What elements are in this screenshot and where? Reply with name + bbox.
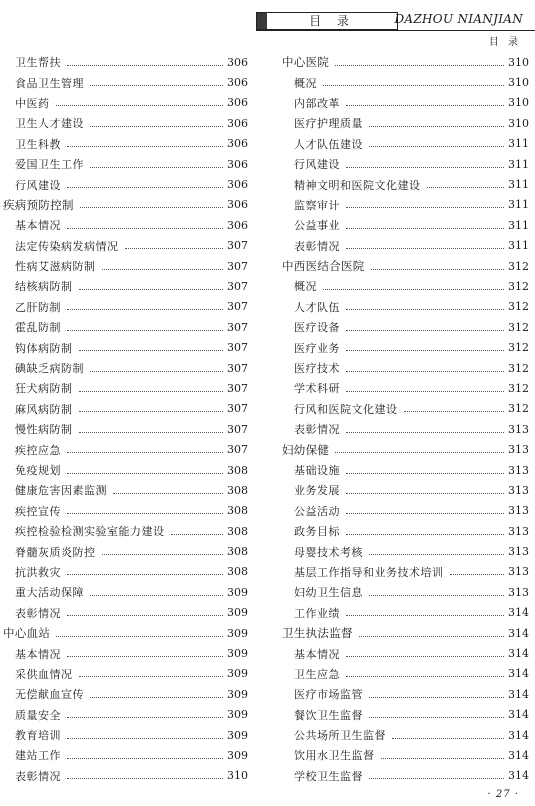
toc-entry-page: 306 [227,137,248,151]
toc-entry[interactable] [3,766,248,786]
dot-leader [369,146,504,147]
dot-leader [67,574,223,575]
dot-leader [90,85,223,86]
dot-leader [404,411,505,412]
dot-leader [79,289,224,290]
dot-leader [346,432,504,433]
toc-entry[interactable] [282,358,529,378]
toc-entry[interactable] [3,154,248,174]
toc-entry-page: 306 [227,116,248,130]
dot-leader [369,778,504,779]
toc-entry[interactable] [282,725,529,745]
dot-leader [369,717,504,718]
toc-entry-page: 314 [508,687,529,701]
dot-leader [67,309,223,310]
dot-leader [79,676,224,677]
dot-leader [335,65,504,66]
toc-entry-page: 308 [227,504,248,518]
toc-entry-label: 重大活动保障 [15,586,84,600]
toc-entry[interactable] [282,276,529,296]
toc-entry-page: 309 [227,626,248,640]
toc-entry[interactable] [3,705,248,725]
toc-entry-page: 314 [508,728,529,742]
dot-leader [335,452,504,453]
toc-entry[interactable] [3,745,248,765]
toc-entry-page: 309 [227,606,248,620]
toc-entry-label: 餐饮卫生监督 [294,708,363,722]
toc-section-entry[interactable] [282,52,529,72]
dot-leader [67,228,223,229]
toc-entry-page: 311 [508,157,529,171]
toc-entry[interactable] [282,664,529,684]
toc-entry[interactable] [3,439,248,459]
toc-entry-page: 307 [227,259,248,273]
toc-entry-label: 慢性病防制 [15,423,73,437]
toc-entry[interactable] [282,766,529,786]
dot-leader [90,697,223,698]
toc-entry-label: 卫生人才建设 [15,117,84,131]
toc-entry[interactable] [282,236,529,256]
toc-entry-label: 医疗市场监管 [294,688,363,702]
toc-entry[interactable] [3,174,248,194]
toc-section-entry[interactable] [3,195,248,215]
toc-entry[interactable] [3,399,248,419]
toc-entry-page: 309 [227,647,248,661]
toc-entry[interactable] [282,460,529,480]
toc-entry[interactable] [3,562,248,582]
toc-entry-label: 内部改革 [294,96,340,110]
toc-entry-label: 脊髓灰质炎防控 [15,545,96,559]
toc-entry-label: 食品卫生管理 [15,76,84,90]
toc-entry-label: 政务目标 [294,525,340,539]
toc-right-column [282,52,529,786]
dot-leader [90,371,223,372]
toc-entry-label: 饮用水卫生监督 [294,749,375,763]
toc-entry-label: 监察审计 [294,198,340,212]
dot-leader [346,656,504,657]
toc-entry-page: 314 [508,708,529,722]
toc-entry-page: 309 [227,687,248,701]
toc-entry-label: 医疗护理质量 [294,117,363,131]
toc-entry[interactable] [282,154,529,174]
dot-leader [79,391,224,392]
dot-leader [102,269,224,270]
toc-entry[interactable] [282,541,529,561]
toc-entry-label: 爱国卫生工作 [15,158,84,172]
toc-entry-page: 313 [508,422,529,436]
header-rule [256,30,535,31]
dot-leader [369,595,504,596]
dot-leader [346,615,504,616]
dot-leader [67,738,223,739]
toc-entry-label: 狂犬病防制 [15,382,73,396]
toc-entry-label: 疾控应急 [15,443,61,457]
toc-entry[interactable] [3,337,248,357]
dot-leader [67,717,223,718]
toc-entry-label: 基层工作指导和业务技术培训 [294,565,444,579]
dot-leader [67,452,223,453]
toc-entry-label: 霍乱防制 [15,321,61,335]
toc-entry-label: 钩体病防制 [15,341,73,355]
toc-entry-label: 人才队伍 [294,300,340,314]
dot-leader [79,411,224,412]
toc-entry-label: 医疗业务 [294,341,340,355]
toc-entry-page: 309 [227,667,248,681]
toc-entry-page: 309 [227,585,248,599]
toc-entry-label: 精神文明和医院文化建设 [294,178,421,192]
toc-entry-label: 乙肝防制 [15,300,61,314]
dot-leader [359,636,504,637]
toc-entry[interactable] [282,705,529,725]
toc-entry-page: 312 [508,279,529,293]
toc-left-column [3,52,248,786]
toc-entry-page: 307 [227,422,248,436]
toc-entry[interactable] [282,337,529,357]
toc-entry[interactable] [282,562,529,582]
dot-leader [381,758,505,759]
toc-entry-label: 教育培训 [15,729,61,743]
toc-entry[interactable] [3,725,248,745]
toc-section-entry[interactable] [282,439,529,459]
toc-entry-label: 母婴技术考核 [294,545,363,559]
toc-entry-label: 概况 [294,76,317,90]
dot-leader [346,207,504,208]
toc-entry-label: 结核病防制 [15,280,73,294]
dot-leader [427,187,505,188]
toc-entry[interactable] [3,215,248,235]
dot-leader [369,126,504,127]
toc-entry[interactable] [3,643,248,663]
title-bar-decoration [257,13,267,29]
toc-entry-page: 309 [227,708,248,722]
toc-entry-label: 麻风病防制 [15,402,73,416]
toc-entry[interactable] [282,399,529,419]
toc-entry[interactable] [3,236,248,256]
toc-entry[interactable] [3,664,248,684]
toc-entry-label: 业务发展 [294,484,340,498]
toc-section-entry[interactable] [282,623,529,643]
toc-entry[interactable] [3,603,248,623]
toc-entry[interactable] [3,582,248,602]
dot-leader [450,574,505,575]
toc-entry[interactable] [282,378,529,398]
section-mark: 目 录 [488,37,521,48]
dot-leader [346,513,504,514]
toc-entry[interactable] [282,215,529,235]
toc-entry-page: 312 [508,381,529,395]
dot-leader [346,248,504,249]
toc-entry-page: 310 [508,116,529,130]
toc-entry-page: 313 [508,585,529,599]
toc-entry-label: 行风和医院文化建设 [294,402,398,416]
toc-entry-label: 疾病预防控制 [3,197,74,212]
toc-entry-label: 人才队伍建设 [294,137,363,151]
dot-leader [67,656,223,657]
toc-entry-page: 311 [508,239,529,253]
toc-section-entry[interactable] [3,623,248,643]
toc-entry-page: 306 [227,55,248,69]
toc-entry-label: 抗洪救灾 [15,565,61,579]
toc-entry-page: 308 [227,565,248,579]
toc-entry[interactable] [3,72,248,92]
toc-title-box [256,12,398,30]
toc-entry-page: 312 [508,300,529,314]
dot-leader [79,432,224,433]
toc-entry-label: 工作业绩 [294,606,340,620]
toc-entry-page: 314 [508,667,529,681]
toc-entry-label: 中心医院 [282,55,330,70]
toc-section-entry[interactable] [282,256,529,276]
toc-entry[interactable] [3,460,248,480]
page-number: · 27 · [487,789,519,800]
toc-entry-label: 卫生科教 [15,137,61,151]
toc-entry-label: 卫生应急 [294,667,340,681]
toc-entry-label: 行风建设 [15,178,61,192]
dot-leader [125,248,224,249]
toc-entry-page: 310 [508,55,529,69]
toc-entry-label: 公益事业 [294,219,340,233]
running-head: DAZHOU NIANJIAN [394,12,523,26]
dot-leader [346,473,504,474]
toc-entry-label: 中心血站 [3,626,51,641]
toc-entry-page: 307 [227,300,248,314]
toc-entry-label: 卫生执法监督 [282,626,353,641]
toc-entry-label: 疾控检验检测实验室能力建设 [15,525,165,539]
toc-entry-page: 312 [508,259,529,273]
toc-entry[interactable] [3,480,248,500]
toc-entry[interactable] [3,297,248,317]
dot-leader [79,350,224,351]
dot-leader [67,758,223,759]
toc-entry-page: 306 [227,157,248,171]
toc-entry-label: 建站工作 [15,749,61,763]
dot-leader [102,554,224,555]
toc-entry-label: 学校卫生监督 [294,769,363,783]
toc-entry[interactable] [282,582,529,602]
dot-leader [346,391,504,392]
toc-entry-page: 311 [508,218,529,232]
dot-leader [67,187,223,188]
toc-entry-page: 314 [508,606,529,620]
toc-entry-label: 碘缺乏病防制 [15,362,84,376]
toc-entry-page: 313 [508,565,529,579]
dot-leader [346,309,504,310]
toc-entry-label: 医疗设备 [294,321,340,335]
toc-entry-label: 性病艾滋病防制 [15,260,96,274]
toc-entry[interactable] [3,358,248,378]
toc-entry-page: 308 [227,524,248,538]
toc-entry-label: 基本情况 [15,219,61,233]
toc-entry-label: 健康危害因素监测 [15,484,107,498]
toc-entry-page: 310 [508,76,529,90]
dot-leader [346,167,504,168]
dot-leader [323,289,504,290]
toc-entry-label: 基本情况 [15,647,61,661]
toc-entry[interactable] [3,541,248,561]
toc-entry-label: 概况 [294,280,317,294]
toc-entry-label: 医疗技术 [294,362,340,376]
toc-entry[interactable] [282,174,529,194]
toc-entry-label: 卫生帮扶 [15,56,61,70]
toc-entry[interactable] [282,501,529,521]
toc-entry-page: 313 [508,443,529,457]
dot-leader [346,350,504,351]
dot-leader [346,493,504,494]
toc-entry[interactable] [3,419,248,439]
toc-entry-label: 公益活动 [294,504,340,518]
toc-entry-label: 妇幼卫生信息 [294,586,363,600]
toc-entry[interactable] [3,501,248,521]
toc-entry-page: 311 [508,178,529,192]
toc-entry-page: 306 [227,218,248,232]
toc-entry[interactable] [3,52,248,72]
dot-leader [371,269,504,270]
toc-entry[interactable] [282,745,529,765]
toc-entry[interactable] [282,195,529,215]
toc-entry[interactable] [282,113,529,133]
dot-leader [113,493,223,494]
toc-entry[interactable] [282,297,529,317]
dot-leader [67,146,223,147]
toc-entry-page: 306 [227,96,248,110]
toc-entry-page: 311 [508,198,529,212]
toc-entry-page: 307 [227,361,248,375]
dot-leader [346,105,504,106]
toc-entry-page: 306 [227,178,248,192]
dot-leader [56,105,224,106]
toc-entry[interactable] [3,256,248,276]
dot-leader [56,636,223,637]
toc-entry-page: 307 [227,279,248,293]
toc-entry-label: 学术科研 [294,382,340,396]
dot-leader [80,207,223,208]
dot-leader [90,167,223,168]
toc-entry-page: 313 [508,545,529,559]
toc-entry-page: 312 [508,361,529,375]
toc-entry-page: 312 [508,320,529,334]
toc-entry-label: 采供血情况 [15,667,73,681]
dot-leader [346,534,504,535]
dot-leader [67,513,223,514]
toc-entry[interactable] [3,93,248,113]
dot-leader [90,595,223,596]
toc-entry[interactable] [282,72,529,92]
toc-title: 目 录 [309,14,355,28]
toc-entry-page: 310 [227,769,248,783]
toc-entry-page: 311 [508,137,529,151]
toc-entry-page: 307 [227,341,248,355]
toc-entry-page: 313 [508,524,529,538]
toc-entry[interactable] [282,134,529,154]
toc-entry-page: 314 [508,647,529,661]
toc-entry[interactable] [282,480,529,500]
toc-entry-page: 307 [227,320,248,334]
toc-entry[interactable] [282,521,529,541]
toc-entry-page: 312 [508,341,529,355]
toc-entry-page: 307 [227,381,248,395]
toc-entry-label: 无偿献血宣传 [15,688,84,702]
toc-entry-page: 308 [227,545,248,559]
toc-entry-label: 免疫规划 [15,464,61,477]
toc-entry[interactable] [3,521,248,541]
dot-leader [392,738,504,739]
toc-entry-page: 310 [508,96,529,110]
toc-entry-label: 表彰情况 [294,423,340,437]
toc-entry-label: 公共场所卫生监督 [294,729,386,743]
dot-leader [346,371,504,372]
toc-entry-page: 308 [227,483,248,497]
toc-entry[interactable] [3,317,248,337]
toc-entry-label: 基础设施 [294,464,340,477]
toc-entry-label: 法定传染病发病情况 [15,239,119,253]
toc-entry[interactable] [3,276,248,296]
dot-leader [67,778,223,779]
toc-entry-label: 表彰情况 [15,769,61,783]
toc-entry-page: 307 [227,239,248,253]
toc-entry-page: 313 [508,483,529,497]
toc-entry[interactable] [282,684,529,704]
toc-entry-page: 314 [508,626,529,640]
toc-entry-page: 314 [508,748,529,762]
toc-entry[interactable] [282,603,529,623]
toc-entry[interactable] [282,419,529,439]
dot-leader [67,615,223,616]
toc-entry-page: 309 [227,748,248,762]
dot-leader [67,330,223,331]
toc-entry-label: 基本情况 [294,647,340,661]
toc-entry-page: 313 [508,463,529,477]
toc-entry[interactable] [282,643,529,663]
toc-entry-page: 314 [508,769,529,783]
toc-entry-page: 309 [227,728,248,742]
toc-entry-page: 312 [508,402,529,416]
toc-entry-page: 313 [508,504,529,518]
dot-leader [346,676,504,677]
toc-entry-page: 306 [227,198,248,212]
dot-leader [323,85,504,86]
toc-entry-label: 质量安全 [15,708,61,722]
toc-entry-page: 307 [227,402,248,416]
toc-entry[interactable] [3,113,248,133]
toc-entry[interactable] [282,317,529,337]
toc-entry-page: 306 [227,76,248,90]
toc-entry[interactable] [3,378,248,398]
dot-leader [67,473,223,474]
toc-entry-label: 表彰情况 [294,239,340,253]
toc-entry-label: 妇幼保健 [282,442,330,457]
dot-leader [171,534,224,535]
toc-entry-page: 307 [227,443,248,457]
toc-entry-label: 表彰情况 [15,606,61,620]
toc-entry-label: 中西医结合医院 [282,259,365,274]
toc-entry[interactable] [282,93,529,113]
toc-entry-label: 疾控宣传 [15,504,61,518]
toc-entry-label: 行风建设 [294,158,340,172]
dot-leader [346,330,504,331]
toc-entry-label: 中医药 [15,96,50,110]
dot-leader [90,126,223,127]
toc-entry-page: 308 [227,463,248,477]
dot-leader [346,228,504,229]
dot-leader [67,65,223,66]
dot-leader [369,697,504,698]
dot-leader [369,554,504,555]
toc-entry[interactable] [3,134,248,154]
toc-entry[interactable] [3,684,248,704]
